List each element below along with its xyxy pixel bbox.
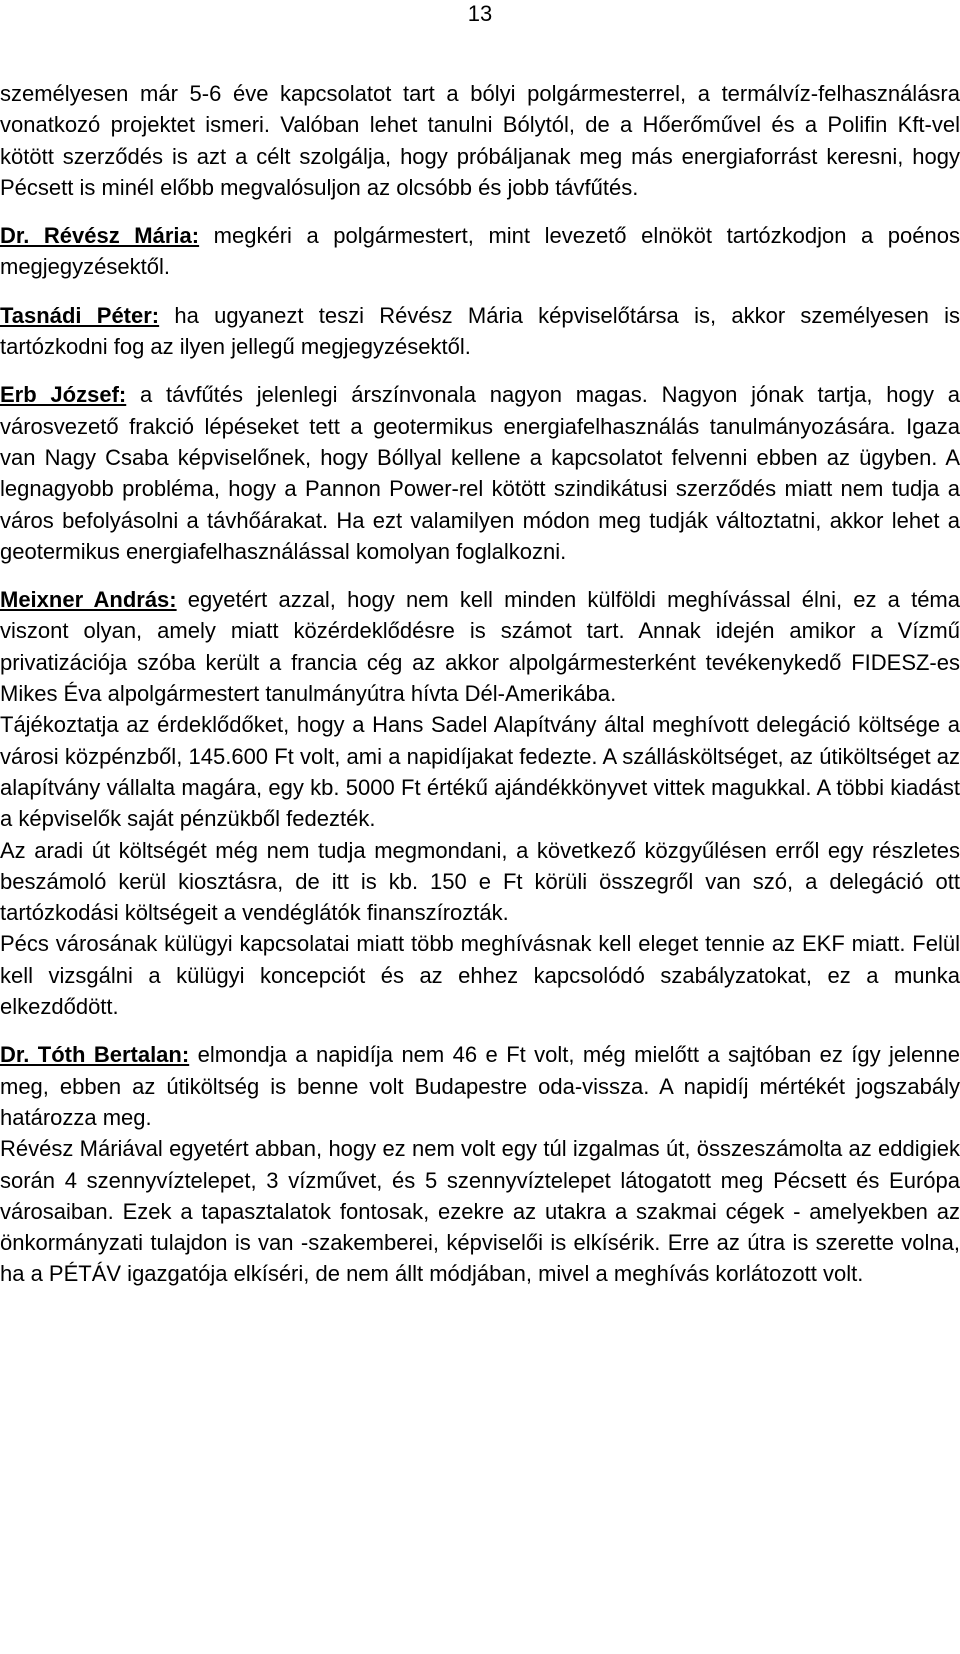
paragraph-text: személyesen már 5-6 éve kapcsolatot tart a bólyi polgármesterrel, a termálvíz-felhasználásra vonatkozó projektet ismeri. Valóban lehet tanulni Bólytól, de a Hőerőművel és a Polifin Kft-vel kötött szerződés is azt a célt szolgálja, hogy próbáljanak meg más energiaforrást keresni, hogy Pécsett is minél előbb megvalósuljon az olcsóbb és jobb távfűtés.: [0, 81, 960, 200]
paragraph-6: [0, 709, 960, 834]
paragraph-1: [0, 78, 960, 203]
paragraph-text: Pécs városának külügyi kapcsolatai miatt több meghívásnak kell eleget tennie az EKF miatt. Felül kell vizsgálni a külügyi koncepciót és az ehhez kapcsolódó szabályzatokat, ez a munka elkezdődött.: [0, 931, 960, 1020]
paragraph-text: ha ugyanezt teszi Révész Mária képviselőtársa is, akkor személyesen is tartózkodni fog az ilyen jellegű megjegyzésektől.: [0, 302, 960, 360]
paragraph-7: [0, 835, 960, 929]
paragraph-9: [0, 1039, 960, 1133]
speaker-name: Erb József:: [0, 382, 127, 408]
paragraph-text: Az aradi út költségét még nem tudja megmondani, a következő közgyűlésen erről egy részletes beszámoló kerül kiosztásra, de itt is kb. 150 e Ft körüli összegről van szó, a delegáció ott tartózkodási költségeit a vendéglátók finanszírozták.: [0, 837, 960, 926]
paragraph-5: [0, 584, 960, 709]
paragraph-10: [0, 1133, 960, 1289]
paragraph-text: Révész Máriával egyetért abban, hogy ez nem volt egy túl izgalmas út, összeszámolta az eddigiek során 4 szennyvíztelepet, 3 vízművet, és 5 szennyvíztelepet látogatott meg Pécsett és Európa városaiban. Ezek a tapasztalatok fontosak, ezekre az utakra a szakmai cégek - amelyekben az önkormányzati tulajdon is van -szakemberei, képviselői is elkísérik. Erre az útra is szerette volna, ha a PÉTÁV igazgatója elkíséri, de nem állt módjában, mivel a meghívás korlátozott volt.: [0, 1136, 960, 1287]
page-number: 13: [467, 1, 493, 26]
paragraph-text: egyetért azzal, hogy nem kell minden külföldi meghívással élni, ez a téma viszont olyan, amely miatt közérdeklődésre is számot tart. Annak idején amikor a Vízmű privatizációja szóba került a francia cég az akkor alpolgármesterként tevékenykedő FIDESZ-es Mikes Éva alpolgármestert tanulmányútra hívta Dél-Amerikába.: [0, 587, 960, 707]
paragraph-4: [0, 379, 960, 567]
paragraph-text: a távfűtés jelenlegi árszínvonala nagyon magas. Nagyon jónak tartja, hogy a városvezető frakció lépéseket tett a geotermikus energiafelhasználás tanulmányozására. Igaza van Nagy Csaba képviselőnek, hogy Bóllyal kellene a kapcsolatot felvenni ebben az ügyben. A legnagyobb probléma, hogy a Pannon Power-rel kötött szindikátusi szerződés miatt nem tudja a város befolyásolni a távhőárakat. Ha ezt valamilyen módon meg tudják változtatni, akkor lehet a geotermikus energiafelhasználással komolyan foglalkozni.: [0, 382, 960, 564]
document-body: [0, 78, 960, 1290]
speaker-name: Tasnádi Péter:: [0, 302, 160, 328]
paragraph-8: [0, 928, 960, 1022]
speaker-name: Dr. Tóth Bertalan:: [0, 1042, 190, 1068]
paragraph-3: [0, 300, 960, 363]
paragraph-2: [0, 220, 960, 283]
speaker-name: Meixner András:: [0, 587, 177, 613]
speaker-name: Dr. Révész Mária:: [0, 223, 200, 249]
paragraph-text: megkéri a polgármestert, mint levezető elnököt tartózkodjon a poénos megjegyzésektől.: [0, 223, 960, 280]
paragraph-text: elmondja a napidíja nem 46 e Ft volt, még mielőtt a sajtóban ez így jelenne meg, ebben az útiköltség is benne volt Budapestre oda-vissza. A napidíj mértékét jogszabály határozza meg.: [0, 1042, 960, 1130]
paragraph-text: Tájékoztatja az érdeklődőket, hogy a Hans Sadel Alapítvány által meghívott delegáció költsége a városi közpénzből, 145.600 Ft volt, ami a napidíjakat fedezte. A szállásköltséget, az útiköltséget az alapítvány vállalta magára, egy kb. 5000 Ft értékű ajándékkönyvet vittek magukkal. A többi kiadást a képviselők saját pénzükből fedezték.: [0, 712, 960, 832]
